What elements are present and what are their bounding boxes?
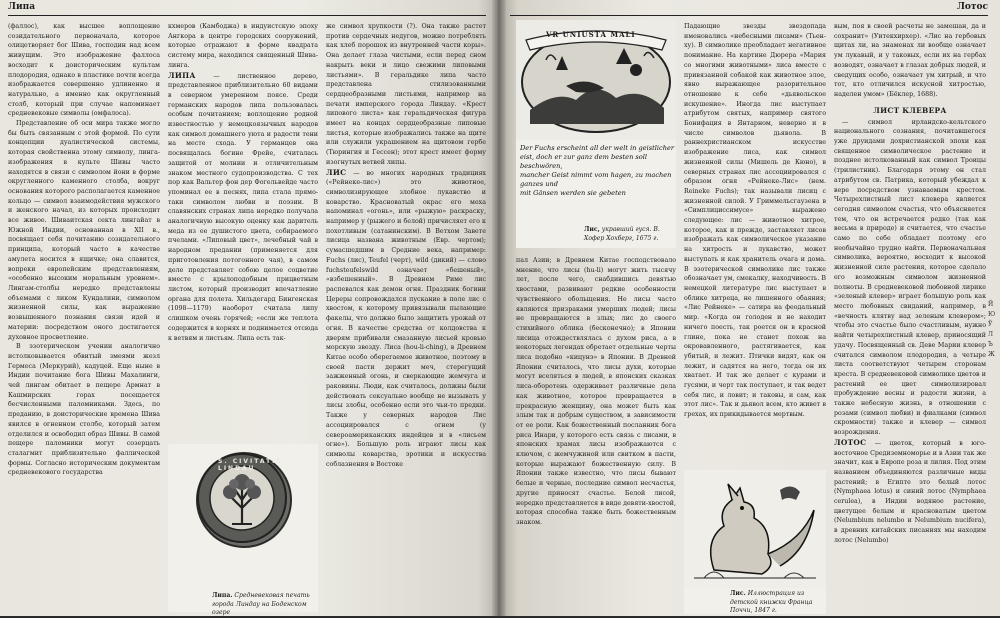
woodcut-banner: VR UNIUSTA MALI: [546, 30, 636, 39]
figure-caption: [212, 592, 316, 618]
left-column-3: [326, 22, 486, 614]
woodcut-gothic-text: [520, 144, 674, 198]
caption-bold: Лис,: [584, 226, 600, 233]
entry-heading-lipa: [168, 71, 196, 80]
seal-legend: S. CIVITATIS LINDAU: [218, 458, 283, 472]
right-page: [498, 0, 1000, 616]
fox-drawing-icon: [684, 470, 826, 588]
caption-text: Средневековая печать города Линдау на Боденском озере: [212, 592, 310, 617]
right-column-1: [516, 256, 676, 614]
right-column-2: [684, 22, 826, 462]
heading-text: ЛОТОС: [834, 437, 867, 447]
lipa-body: — лиственное дерево, представленное приблизительно 60 видами в северном умеренном поясе. Среди германских народов липа пользовалась особым почитанием; воплощение родной известностью у немецкоязычных народов как символ домашнего уюта и радости тени на месте схода. У германцев она посвящалась богине Фрейе, считалась защитой от молнии и отличительным знаком местного судопроизводства. С тех пор как Вальтер фон дер Фогельвейде часто упоминал ее в песнях, липа стала прямо-таки символом любви и поэзии. В славянских странах липа нередко получала аналогичную высокую оценку как даритель меда из ее душистого цвета, собираемого пчелами. «Липовый цвет», лечебный чай в народном предании (применяется для приготовления потогонного чая), в самом деле представляет собою целое соцветие вместе с крылоподобным прицветным листом, который производит впечатление органа для полета. Хильдегард Бингенская (1098—1179) наоборот считала липу слишком очень горячей; «если же теплота содержится в корнях и поднимается отсюда к ветвям и листьям. Липа есть так-: [168, 72, 318, 342]
caption-text: Иллюстрация из детской книжки Франца Поччи, 1847 г.: [730, 590, 813, 615]
entry-heading-lotus: [834, 438, 866, 447]
left-column-1: [8, 22, 160, 614]
heading-text: ЛИС: [326, 167, 347, 177]
gothic-line: mancher Geist nimmt vom hagen, zu machen ganzes und: [520, 171, 672, 188]
figure-lindau-seal: [168, 444, 318, 617]
paragraph: пал Азии; в Древнем Китае господствовало мнение, что лисы (hu-li) могут жить тысячу лет, после чего, снабдившись девятью хвостами, развивают редкие особенности чувственного обольщения. Не лисы часто являются призраками умерших людей; лисы не превращаются в злых; лис до своего стихийного облика (бесконечно); в Японии лисица отождествлялась с духом риса, а в некоторых легендах обретает отдельные черты лиса подобно «кицунэ» в Японии. В Древней Японии считалось, что лисы духи, которые могут вселяться в людей, в японских сказках лиса-оборотень одерживает различные дела как животное, которое превращается в прекрасную женщину, она может быть как злым так и добрым существом, в зависимости от ее роли. Как божественный посланник бога риса Инари, у которого есть связь с лисами, в японских храмах лисы изображаются с ключом, с жемчужиной или свитком в пасти, которые выражают божественную силу. В Японии также известно, что лисы бывают белые и черные, последние символ несчастья, другие приносят счастье. Белой лисой, нередко представляется в виде девяти-хвостой, которая способна также быть божественным знаком.: [516, 257, 676, 526]
entry-heading-lis: [326, 168, 346, 177]
heading-text: ЛИСТ КЛЕВЕРА: [873, 105, 947, 115]
gothic-line: Der Fuchs erscheint all der welt in geistlicher: [520, 144, 675, 152]
gothic-line: eist, doch er zur ganz dem besten soll beschwören,: [520, 153, 647, 170]
caption-text: укравший гуся. В. Хофер Хохберг, 1675 г.: [584, 226, 660, 242]
paragraph: В эзотерическом учении аналогично истолковывается обвитый змеями жезл Гермеса (Меркурий), кадуцей. Еще ныне в Индии почитание бога Шивы Махалинги, чей лингам обитает в пещере Армнат в Кашмирских горах посещается бесчисленными паломниками. Здесь, по преданию, в доисторические времена Шива явился в огненном столбе, который затем отделился и освободил образ Шивы. В самой пещере паломники могут созерцать сталагмит приблизительно фаллической формы. Согласно историческим документам средневекового государства: [8, 343, 160, 477]
margin-marks: Й Ю Ў Л Ъ Ж: [988, 301, 996, 358]
seal-image: [196, 452, 292, 548]
figure-fox-woodcut: [516, 20, 676, 248]
paragraph: вым, поя в своей расчеты не замешан, да и сохранит» (Уитекхирхер). «Лис на гербовых щитах ли, на знаменах ли вообще означает ум лукавый, и у таковых, если их на гербах возводят, означает в глазах добрых людей, и сведущих особо, означает ум хитрый, и что тот, кто отличился искусной хитростью, наделен умом» (Бёклер, 1688).: [834, 23, 986, 98]
heading-text: ЛИПА: [168, 70, 196, 80]
paragraph: Падающие звезды звездопада именовались «небесными лисами» (Тьен-ху). В символике преобладает негативное понимание. На картине Дюрера «Мария со многими животными» лиса вместе с привязанной собакой как животное злое, явно выражающее разорительное отношение к себе «дьявольское искушение». Иногда лис выступает атрибутом святых, например святого Бонифация в Янтарном, неверно и в числе символов дьявола. В раннехристианском искусстве изображение лиса, как символ жизненной силы (Мишель де Кюно), в северных странах лис ассоциировался с образом огня «Рейнеке-Лис» (нем. Reineke Fuchs); так называли лисиц с жизненной силой. У Гриммельсгаузена в «Симплициссимусе» выражено следующее: лис — животное хитрое, которое, как и прежде, заставляет лисов изображать как символическое указание на хитрость и лукавство, может выступать и как хранитель очага и дома. В эзотерической символике лис также обозначает ум, смекалку, находчивость. В немецкой литературе лис выступает в облике хитреца, не лишенного обаяния; «Лис Рейнеке» — сатира на феодальный мир. «Когда он голоден и не находит ничего поесть, так роется он в красной глине, пока не станет похож на окровавленного, растягивается, как убитый, и лежит. Птички видят, как он лежит, и садятся на него, тогда он их хватает. И так же делает с курами и гусями, и черт так поступает, и так ведет себя лис, и ловит; и таковы, и сам, как этот лис». Так и дьявол всем, кто живет в грехах, их прикидывается мертвым.: [684, 23, 826, 419]
paragraph: кхмеров (Камбоджа) в индуистскую эпоху Ангкора в центре городских сооружений, которые отражают в форме квадрата систему мира, находился священный Шива-линга.: [168, 23, 318, 69]
woodcut-caption: [584, 226, 674, 243]
gothic-line: mit Gänsen werden sie gebeten: [520, 189, 626, 197]
left-header-rule: [8, 2, 486, 16]
right-header-rule: [510, 2, 988, 16]
caption-bold: Лис.: [730, 590, 746, 597]
paragraph: (фаллос), как высшее воплощение созидательного первоначала, которое олицетворяет бог Шива, господин над всем живущим. Это изображение фаллоса восходит к доисторическим культам плодородия, однако в пластике почти всегда изображается совершенно удлиненно и натурально, а именно как округленный столб, который при случае напоминает средневековые символы (омфалоса).: [8, 23, 160, 118]
figure-fox-illustration: [684, 470, 826, 614]
paragraph: — символ ирландско-кельтского национального сознания, почитавшегося уже друидами дохристианской эпохи как священное символическое растение и позднее истолкованный как символ Троицы (трилистник). Благодаря этому он стал атрибутом св. Патрика, который убеждал к вере посредством узнаваемым крестом. Четырехлистный лист клевера является сегодня символом счастья, что объясняется тем, что он встречается редко (так как весьма в природе) и считается, что счастье само по себе обладает поэтому его необычайно трудно найти. Первоначальная символика, вероятно, восходит к высокой жизненной силе растения, которое сделало его возможным символом жизненной полноты. В средневековой любовной лирике «зеленый клевер» играет большую роль как место любовных свиданий, например, в «вечность клятву над зеленым клевером»; чтобы это счастье было счастливым, нужно найти четырехлистный клевер, приносящий удачу. Посвященный св. Деве Марии клевер считался символом плодородия, а четыре листа соответствуют четырем сторонам креста. В средневековой символике цветов и растений ее цвет символизировал пробуждение весны и радости жизни, а также небесную жизнь, в отношении с розами (символ любви) и фиалками (символ скромности) также и клевер — символ возрождения.: [834, 118, 986, 437]
right-column-3: [834, 22, 986, 614]
lis-body: — во многих народных традициях («Рейнеке-лис») это животное, символизирующее злобное лукавство и коварство. Красноватый окрас его меха напоминал «огонь», или «рыжую» раскраску, например у (рыжего и белой) причисляет его к похотливым (сатанинским). В Ветхом Завете лисица названа животным (Евр. чертом); сумасшедшим в Средние века, например: Fuchs (лис), Teufel (черт), wild (дикий) — слово fuchsteufelswild означает «бешеный», «взбешенный». В Древнем Риме лис распевался как демон огня. Праздник богини Цереры сопровождался пускание в поле лис с хвостом, к которому привязывали пылающие факелы, что должно было защитить урожай от огня. В качестве средства от колдовства к дверям прибивали смазанную лисьей кровью морскую звезду. Лиса (hou-li-ching), в Древнем Китае особо оберегаемое животное, поэтому в своей пасти держит меч, стерегущий зажженный огонь, и сверкающие жемчуга и раковины. Люди, как считалось, должны были действовать сексуально вообще не вызывать у лисы злобы, особенно если это чьи-то предки. Также у северных народов Лис ассоциировался с огнем (у североамериканских индейцев и в «лисьем огне»). Большую роль играют лисы как символы коварства, эротики и искусства соблазнения в Востоке: [326, 169, 486, 468]
right-running-head: Лотос: [956, 2, 988, 12]
paragraph: же символ хрупкости (?). Она также растет против сердечных недугов, можно потреблять как хлеб порошок из внутренней части коры». Она делает глаза чистыми, если перед сном накрыть веки и лицо свежими липовыми листьями». В геральдике липа часто представлена стилизованными сердцеобразными листьями, например на печати имперского города Линдау. «Крест липового листа» как геральдическая фигура имеет на концах сердцеобразные липовые листья, которые изображались также на щите или служили украшением на щитовом гербе (Тюрингия и Гессен); этот крест имеет форму изогнутых ветвей липы.: [326, 23, 486, 166]
lotus-body: — цветок, который в юго-восточное Средиземноморье и в Азии так же значит, как в Европе роза и лилия. Под этим названием объединяются различные виды растений; в Египте это белый лотос (Nymphaea lotus) и синий лотос (Nymphaea cerulea), в Индии водяное растение, цветущее белым и красноватым цветом (Nelumbium nelumbo и Nelumbium nucifera), в древних китайских писаниях мы находим лотос (Nelumbo): [834, 439, 986, 544]
entry-heading-clover: [834, 106, 986, 116]
caption-bold: Липа.: [212, 592, 233, 599]
left-running-head: Липа: [8, 2, 36, 12]
paragraph: Представление об оси мира также могло бы быть связанным с этой формой. По сути концепции дуалистической системы, которая свойственна этому символу, линга-изображения в культе Шивы часто находятся в связи с символом йони в форме округленного каменного столба, вокруг основания которого располагается каменное кольцо — символ взаимодействия мужского и женского начал, из которых происходит все живое. Шиваитская секта лингайат в Южной Индии, основанная в XII в., посвящает себя почитанию созидательного принципа, который часто в качестве амулета носится в ящичке; она славится, вопреки европейским представлениям, «особенно высоким моральным уровнем». Лингам-столбы нередко представлены объемами с ликом Кундалини, символом жизненной силы, как выражение возвышенного познания связи идей и материи: посредством оного достигается духовное просветление.: [8, 120, 160, 341]
left-page: [0, 0, 498, 616]
fox-caption: [730, 590, 824, 616]
book-gutter: [492, 0, 506, 616]
